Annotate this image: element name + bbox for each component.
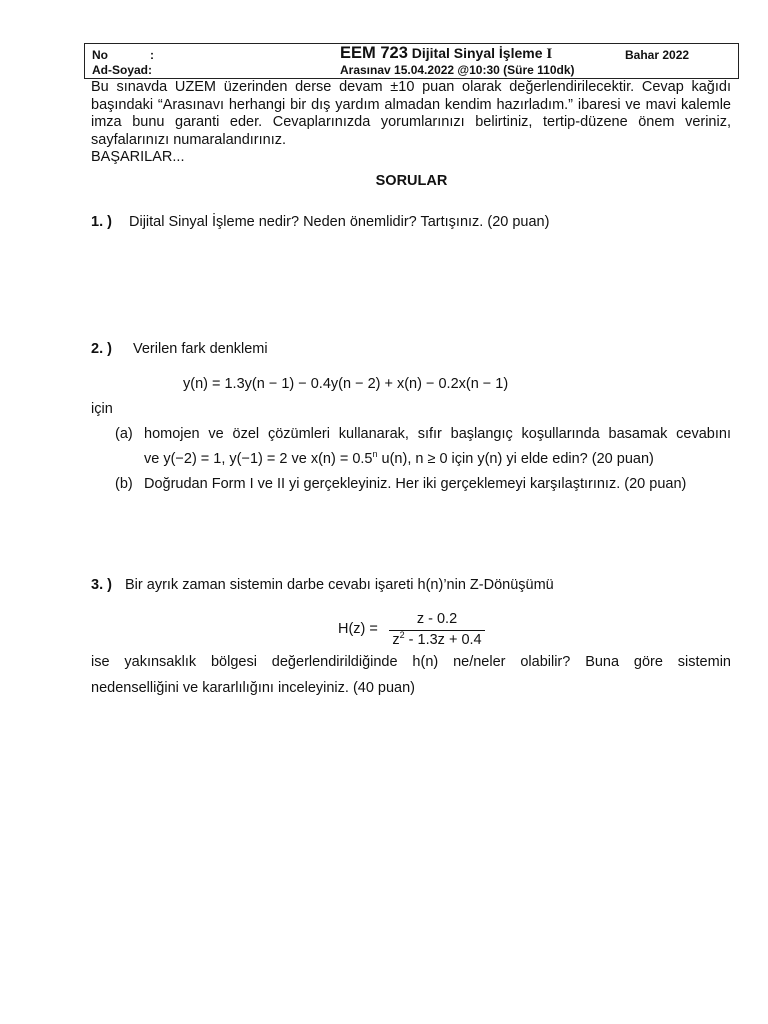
exam-instructions <box>91 79 731 167</box>
student-no-colon: : <box>150 48 154 62</box>
q3-line1: ise yakınsaklık bölgesi değerlendirildiğinde h(n) ne/neler olabilir? Buna göre sistemin <box>91 654 731 670</box>
q2-intro: Verilen fark denklemi <box>133 341 268 357</box>
q3-numerator: z - 0.2 <box>416 611 458 627</box>
q2-equation: y(n) = 1.3y(n − 1) − 0.4y(n − 2) + x(n) − 0.2x(n − 1) <box>183 376 509 392</box>
exam-info: Arasınav 15.04.2022 @10:30 (Süre 110dk) <box>340 63 575 77</box>
q1-text: Dijital Sinyal İşleme nedir? Neden önemlidir? Tartışınız. (20 puan) <box>129 214 550 230</box>
student-name-label: Ad-Soyad: <box>92 63 152 77</box>
q3-den-pre: z <box>392 632 400 648</box>
q2a-label: (a) <box>115 426 133 442</box>
semester: Bahar 2022 <box>625 48 690 62</box>
instructions-text: Bu sınavda UZEM üzerinden derse devam ±10 puan olarak değerlendirilecektir. Cevap kağıdı başındaki “Arasınavı herhangi bir dış yardım almadan kendim hazırladım.” ibaresi ve mavi kalemle imza bunu garanti eder. Cevaplarınızda yorumlarınızı belirtiniz, tertip-düzene önem veriniz, sayfalarınızı numaralandırınız. <box>91 79 731 148</box>
course-level: I <box>546 46 553 62</box>
q3-denominator <box>389 632 485 648</box>
q2a-line1: homojen ve özel çözümleri kullanarak, sıfır başlangıç koşullarında basamak cevabını <box>144 426 731 442</box>
q3-line2: nedenselliğini ve kararlılığını inceleyiniz. (40 puan) <box>91 680 416 696</box>
q3-text: Bir ayrık zaman sistemin darbe cevabı işareti h(n)’nin Z-Dönüşümü <box>125 577 554 593</box>
q2b-label: (b) <box>115 476 133 492</box>
q3-den-post: - 1.3z + 0.4 <box>404 632 482 648</box>
q3-den-exponent: 2 <box>399 630 405 641</box>
q2b-text: Doğrudan Form I ve II yi gerçekleyiniz. Her iki gerçeklemeyi karşılaştırınız. (20 puan) <box>144 476 687 492</box>
q2a-line2-post: u(n), n ≥ 0 için y(n) yi elde edin? (20 puan) <box>377 451 654 467</box>
q3-number: 3. ) <box>91 577 112 593</box>
student-no-label: No <box>92 48 108 62</box>
q1-number: 1. ) <box>91 214 112 230</box>
q2-number: 2. ) <box>91 341 112 357</box>
q2a-line2-pre: ve y(−2) = 1, y(−1) = 2 ve x(n) = 0.5 <box>144 451 373 467</box>
q3-lhs: H(z) = <box>338 621 378 637</box>
q2a-line2 <box>144 451 654 467</box>
course-code: EEM 723 <box>340 44 408 62</box>
good-luck-text: BAŞARILAR... <box>91 149 185 165</box>
q2-for-label: için <box>91 401 113 417</box>
section-title: SORULAR <box>375 173 448 189</box>
q2a-exponent: n <box>372 449 378 460</box>
course-name: Dijital Sinyal İşleme <box>411 45 543 61</box>
course-title <box>340 44 552 63</box>
